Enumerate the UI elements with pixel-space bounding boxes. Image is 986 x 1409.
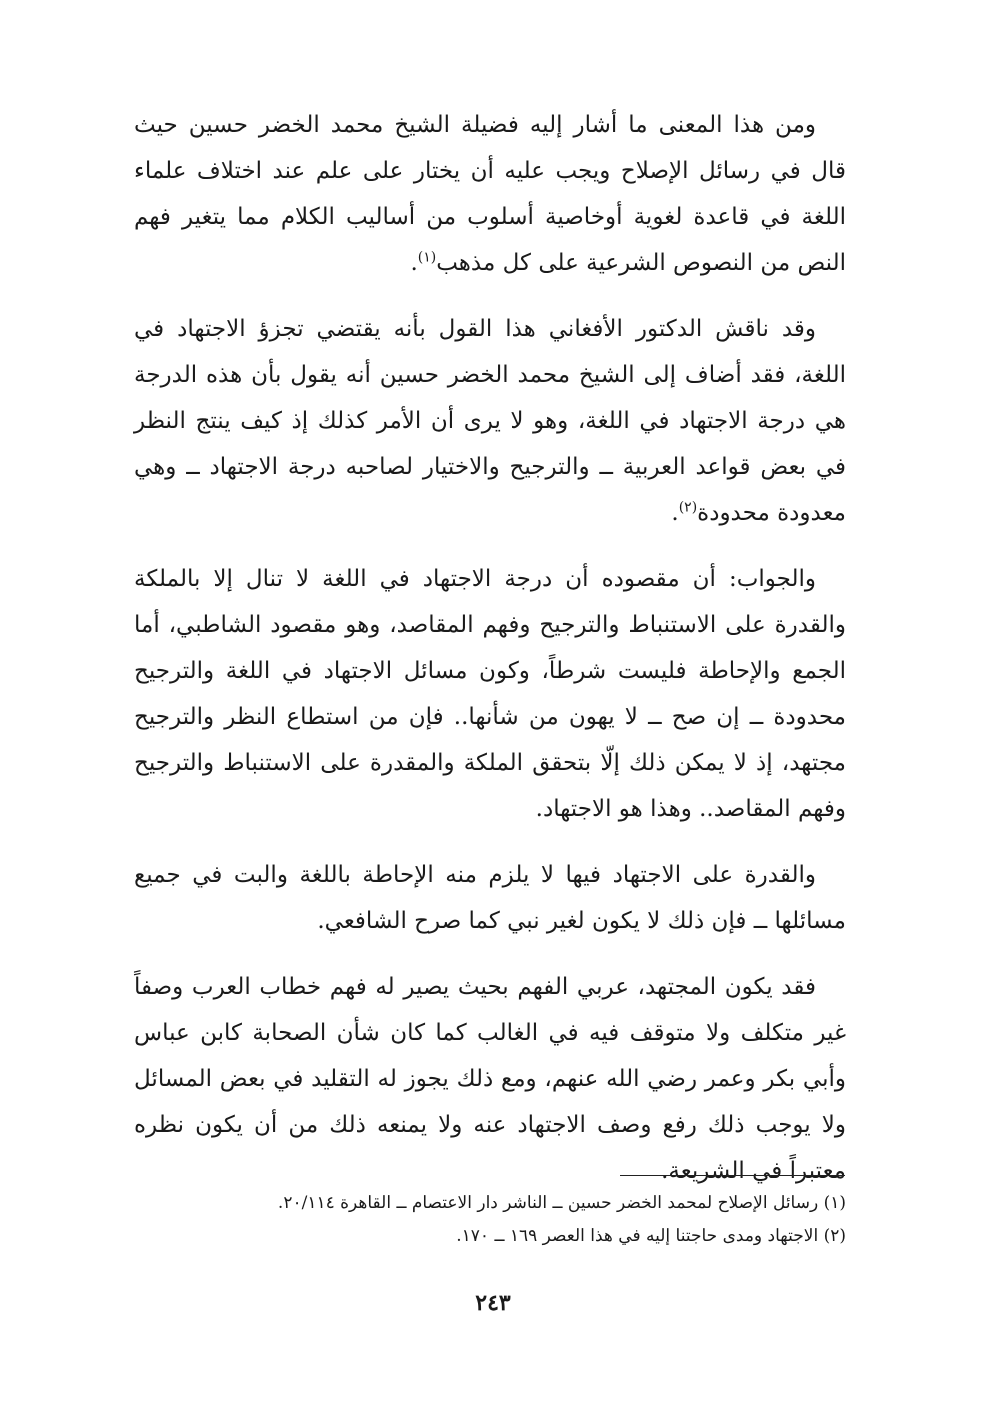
paragraph-1-end: . bbox=[410, 250, 418, 276]
paragraph-2-text: وقد ناقش الدكتور الأفغاني هذا القول بأنه يقتضي تجزؤ الاجتهاد في اللغة، فقد أضاف إلى الشيخ محمد الخضر حسين أنه يقول بأن هذه الدرجة هي درجة الاجتهاد في اللغة، وهو لا يرى أن الأمر كذلك إذ كيف ينتج النظر في بعض قواعد العربية ــ والترجيح والاختيار لصاحبه درجة الاجتهاد ــ وهي معدودة محدودة bbox=[134, 316, 846, 526]
footnote-2: (٢) الاجتهاد ومدى حاجتنا إليه في هذا العصر ١٦٩ ــ ١٧٠. bbox=[456, 1226, 846, 1246]
paragraph-2-end: . bbox=[671, 500, 679, 526]
page-number: ٢٤٣ bbox=[475, 1290, 511, 1316]
paragraph-1-text: ومن هذا المعنى ما أشار إليه فضيلة الشيخ محمد الخضر حسين حيث قال في رسائل الإصلاح ويجب عليه أن يختار على علم عند اختلاف علماء اللغة في قاعدة لغوية أوخاصية أسلوب من أساليب الكلام مما يتغير فهم النص من النصوص الشرعية على كل مذهب bbox=[134, 112, 846, 276]
paragraph-2 bbox=[134, 306, 846, 536]
paragraph-4 bbox=[134, 852, 846, 944]
footnote-divider bbox=[620, 1175, 845, 1176]
footnote-1: (١) رسائل الإصلاح لمحمد الخضر حسين ــ الناشر دار الاعتصام ــ القاهرة ٢٠/١١٤. bbox=[277, 1193, 846, 1213]
paragraph-5-text: فقد يكون المجتهد، عربي الفهم بحيث يصير له فهم خطاب العرب وصفاً غير متكلف ولا متوقف فيه في الغالب كما كان شأن الصحابة كابن عباس وأبي بكر وعمر رضي الله عنهم، ومع ذلك يجوز له التقليد في بعض المسائل ولا يوجب ذلك رفع وصف الاجتهاد عنه ولا يمنعه ذلك من أن يكون نظره معتبراً في الشريعة. bbox=[134, 974, 846, 1184]
main-text bbox=[134, 102, 846, 1214]
paragraph-3-text: والجواب: أن مقصوده أن درجة الاجتهاد في اللغة لا تنال إلا بالملكة والقدرة على الاستنباط والترجيح وفهم المقاصد، وهو مقصود الشاطبي، أما الجمع والإحاطة فليست شرطاً، وكون مسائل الاجتهاد في اللغة والترجيح محدودة ــ إن صح ــ لا يهون من شأنها.. فإن من استطاع النظر والترجيح مجتهد، إذ لا يمكن ذلك إلّا بتحقق الملكة والمقدرة على الاستنباط والترجيح وفهم المقاصد.. وهذا هو الاجتهاد. bbox=[134, 566, 846, 822]
footnote-ref-2: (٢) bbox=[678, 499, 698, 516]
paragraph-3 bbox=[134, 556, 846, 832]
paragraph-4-text: والقدرة على الاجتهاد فيها لا يلزم منه الإحاطة باللغة والبت في جميع مسائلها ــ فإن ذلك لا يكون لغير نبي كما صرح الشافعي. bbox=[134, 862, 846, 934]
footnotes bbox=[134, 1187, 846, 1253]
paragraph-1 bbox=[134, 102, 846, 286]
footnote-ref-1: (١) bbox=[417, 249, 437, 266]
paragraph-5 bbox=[134, 964, 846, 1194]
